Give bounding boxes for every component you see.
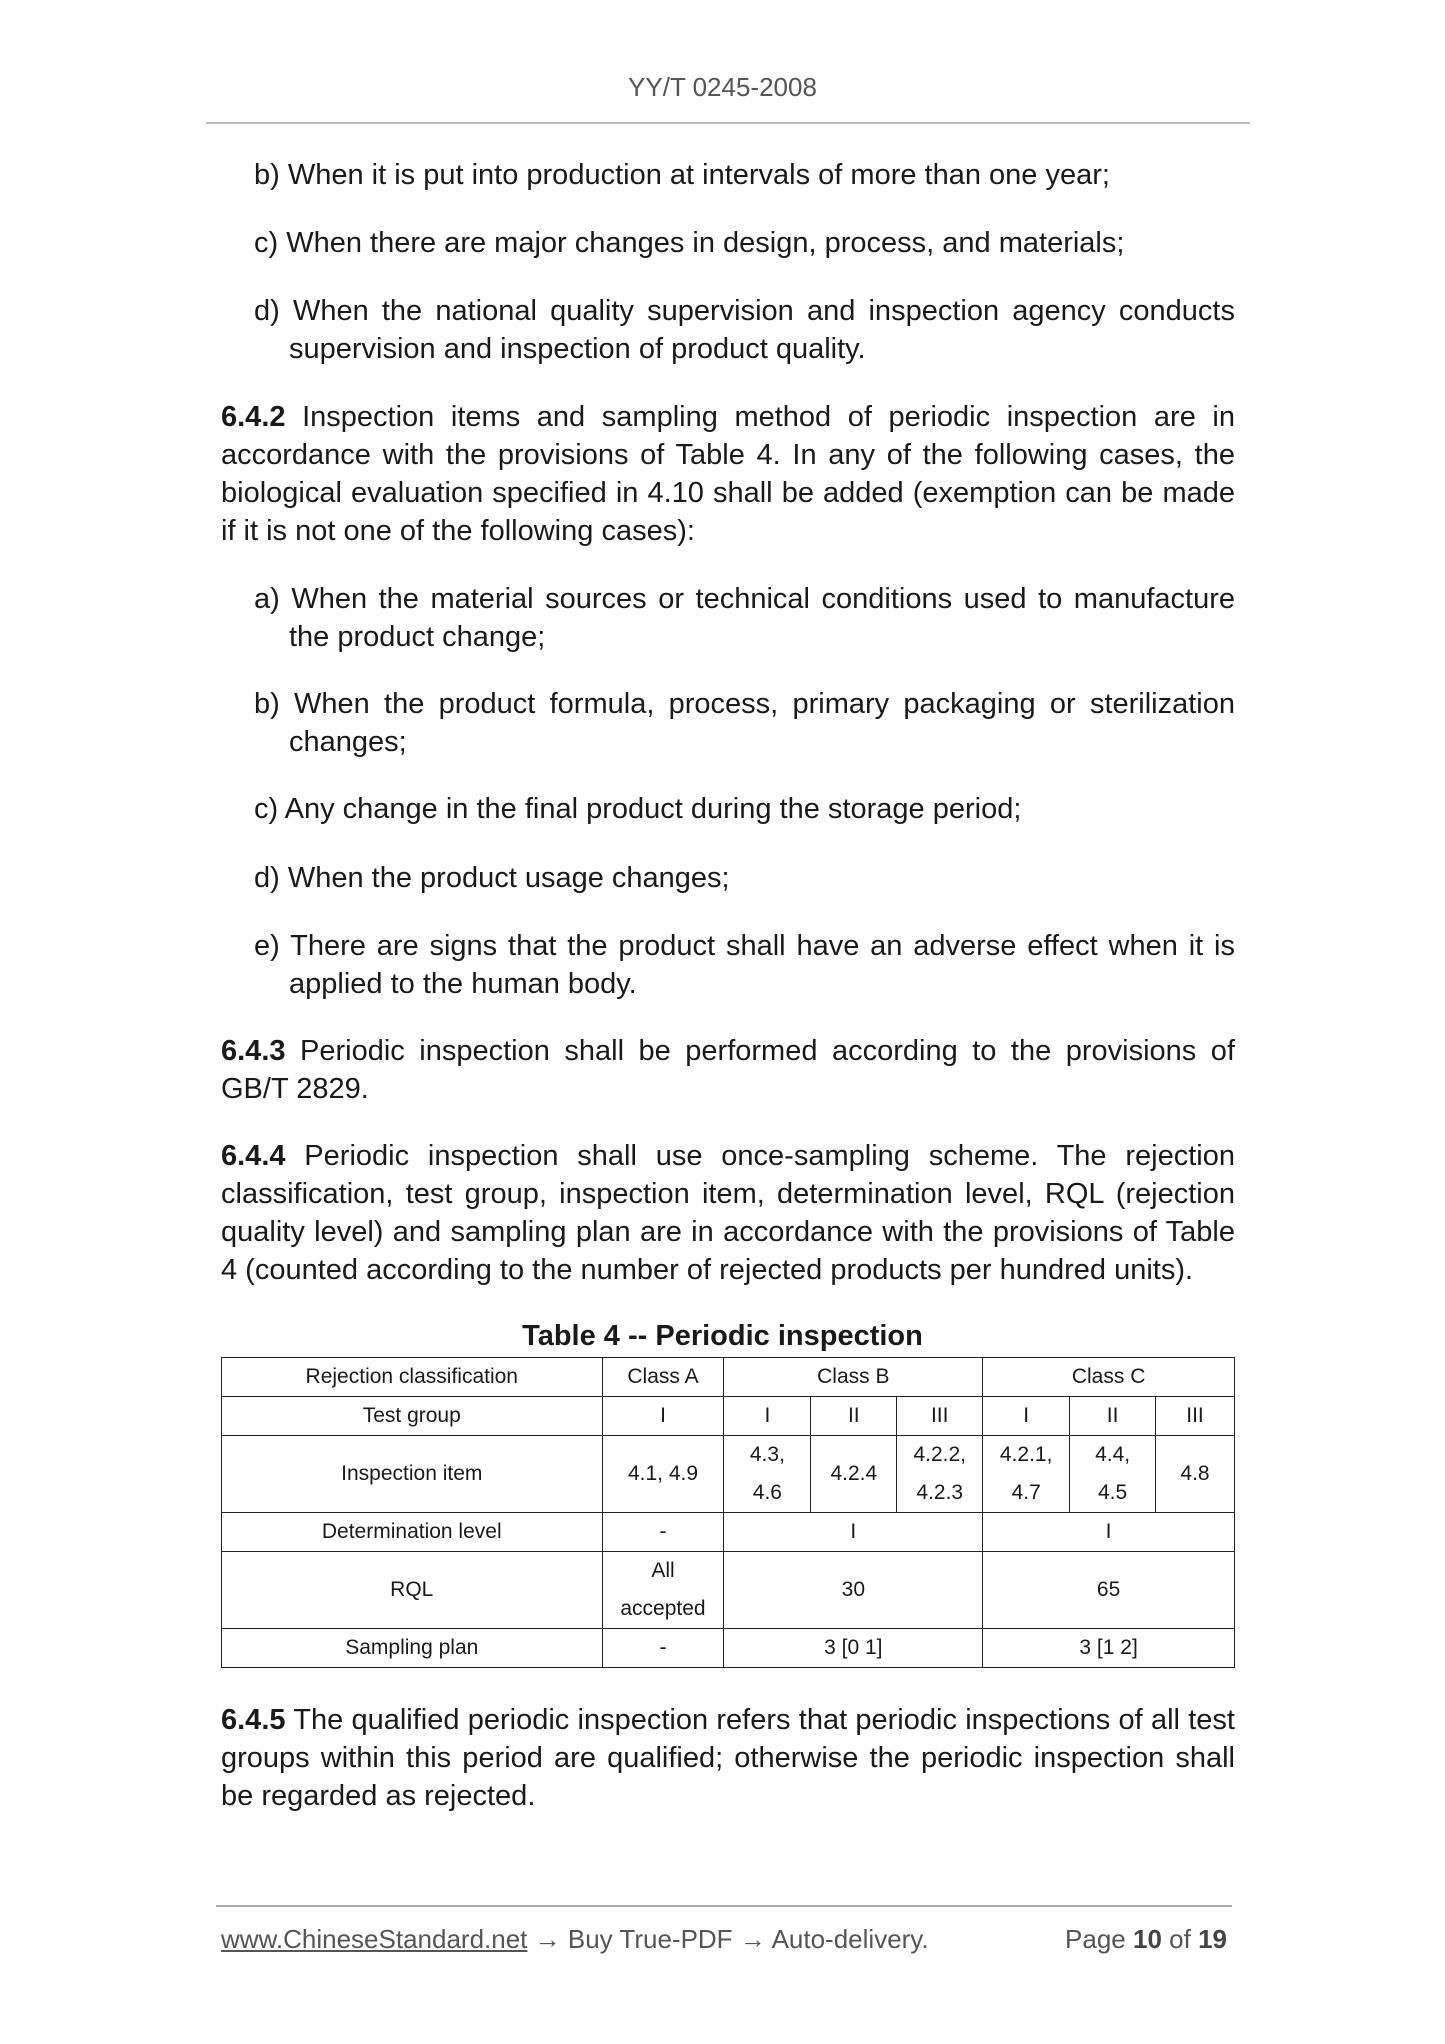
clause-number: 6.4.2 (221, 401, 286, 433)
table-cell: 4.1, 4.9 (602, 1436, 724, 1513)
clause-number: 6.4.5 (221, 1704, 286, 1736)
cell-line: 4.5 (1097, 1481, 1128, 1504)
row-header: Test group (222, 1397, 603, 1436)
row-header: Rejection classification (222, 1358, 603, 1397)
clause-text: The qualified periodic inspection refers that periodic inspections of all test groups within this period are qualified; otherwise the periodic inspection shall be regarded as rejected. (221, 1704, 1235, 1812)
list-item: c) When there are major changes in design, process, and materials; (254, 227, 1125, 259)
cell-line: 4.3, (749, 1443, 785, 1466)
table-cell: II (811, 1397, 897, 1436)
table-cell (602, 1552, 724, 1629)
website-link[interactable]: www.ChineseStandard.net (221, 1924, 528, 1954)
table-cell: I (724, 1397, 811, 1436)
footer-text: → Buy True-PDF → Auto-delivery. (527, 1924, 929, 1954)
table-row (222, 1513, 1235, 1552)
cell-line: 4.7 (1011, 1481, 1041, 1504)
cell-line: All (651, 1559, 675, 1582)
list-item: d) When the national quality supervision and inspection agency conducts supervision and inspection of product quality. (254, 295, 1235, 365)
clause-text: Periodic inspection shall be performed according to the provisions of GB/T 2829. (221, 1035, 1235, 1105)
list-item: b) When it is put into production at intervals of more than one year; (254, 159, 1110, 191)
table-cell: III (897, 1397, 983, 1436)
table-cell: III (1156, 1397, 1235, 1436)
clause-6-4-2 (221, 398, 1235, 550)
clause-6-4-4 (221, 1137, 1235, 1289)
table-cell: I (602, 1397, 724, 1436)
table-cell: 65 (983, 1552, 1235, 1629)
table-cell: II (1070, 1397, 1156, 1436)
clause-6-4-5 (221, 1701, 1235, 1815)
table-row (222, 1552, 1235, 1629)
table-cell: Class A (602, 1358, 724, 1397)
table-row (222, 1397, 1235, 1436)
table-row (222, 1358, 1235, 1397)
header-divider (206, 122, 1250, 124)
table-row (222, 1436, 1235, 1513)
clause-text: Periodic inspection shall use once-sampling scheme. The rejection classification, test group, inspection item, determination level, RQL (rejection quality level) and sampling plan are in accordance with the provisions of Table 4 (counted according to the number of rejected products per hundred units). (221, 1140, 1235, 1286)
page-indicator (1065, 1924, 1227, 1955)
table-cell: I (724, 1513, 983, 1552)
table-cell: 4.8 (1156, 1436, 1235, 1513)
footer-divider (216, 1905, 1232, 1907)
page-total: 19 (1198, 1924, 1227, 1954)
page-label: Page (1065, 1924, 1126, 1954)
table-row (222, 1629, 1235, 1668)
list-item: a) When the material sources or technical conditions used to manufacture the product change; (254, 583, 1235, 653)
table-cell: Class B (724, 1358, 983, 1397)
row-header: Determination level (222, 1513, 603, 1552)
table-cell (1070, 1436, 1156, 1513)
cell-line: 4.4, (1095, 1443, 1131, 1466)
clause-number: 6.4.3 (221, 1035, 286, 1067)
table-cell: 30 (724, 1552, 983, 1629)
table-cell (724, 1436, 811, 1513)
page-number: 10 (1133, 1924, 1162, 1954)
row-header: Sampling plan (222, 1629, 603, 1668)
footer-promo (221, 1924, 929, 1955)
cell-line: 4.2.3 (916, 1481, 964, 1504)
table-cell: 4.2.4 (811, 1436, 897, 1513)
of-label: of (1169, 1924, 1191, 1954)
table-cell: - (602, 1513, 724, 1552)
clause-number: 6.4.4 (221, 1140, 286, 1172)
table-cell: - (602, 1629, 724, 1668)
clause-6-4-3 (221, 1032, 1235, 1108)
table-cell: 3 [1 2] (983, 1629, 1235, 1668)
list-item: c) Any change in the final product during the storage period; (254, 793, 1022, 825)
clause-text: Inspection items and sampling method of periodic inspection are in accordance with the provisions of Table 4. In any of the following cases, the biological evaluation specified in 4.10 shall be added (exemption can be made if it is not one of the following cases): (221, 401, 1235, 547)
table-cell: I (983, 1513, 1235, 1552)
list-item: d) When the product usage changes; (254, 862, 730, 894)
table-cell: 3 [0 1] (724, 1629, 983, 1668)
row-header: RQL (222, 1552, 603, 1629)
table-cell (983, 1436, 1070, 1513)
cell-line: 4.2.2, (913, 1443, 966, 1466)
list-item: b) When the product formula, process, primary packaging or sterilization changes; (254, 688, 1235, 758)
list-item: e) There are signs that the product shall have an adverse effect when it is applied to the human body. (254, 930, 1235, 1000)
cell-line: 4.2.1, (999, 1443, 1053, 1466)
table-cell: Class C (983, 1358, 1235, 1397)
table-cell (897, 1436, 983, 1513)
document-id-header: YY/T 0245-2008 (628, 72, 817, 102)
table-title: Table 4 -- Periodic inspection (522, 1320, 923, 1352)
periodic-inspection-table (221, 1357, 1235, 1668)
cell-line: 4.6 (752, 1481, 782, 1504)
table-cell: I (983, 1397, 1070, 1436)
row-header: Inspection item (222, 1436, 603, 1513)
cell-line: accepted (620, 1597, 706, 1620)
